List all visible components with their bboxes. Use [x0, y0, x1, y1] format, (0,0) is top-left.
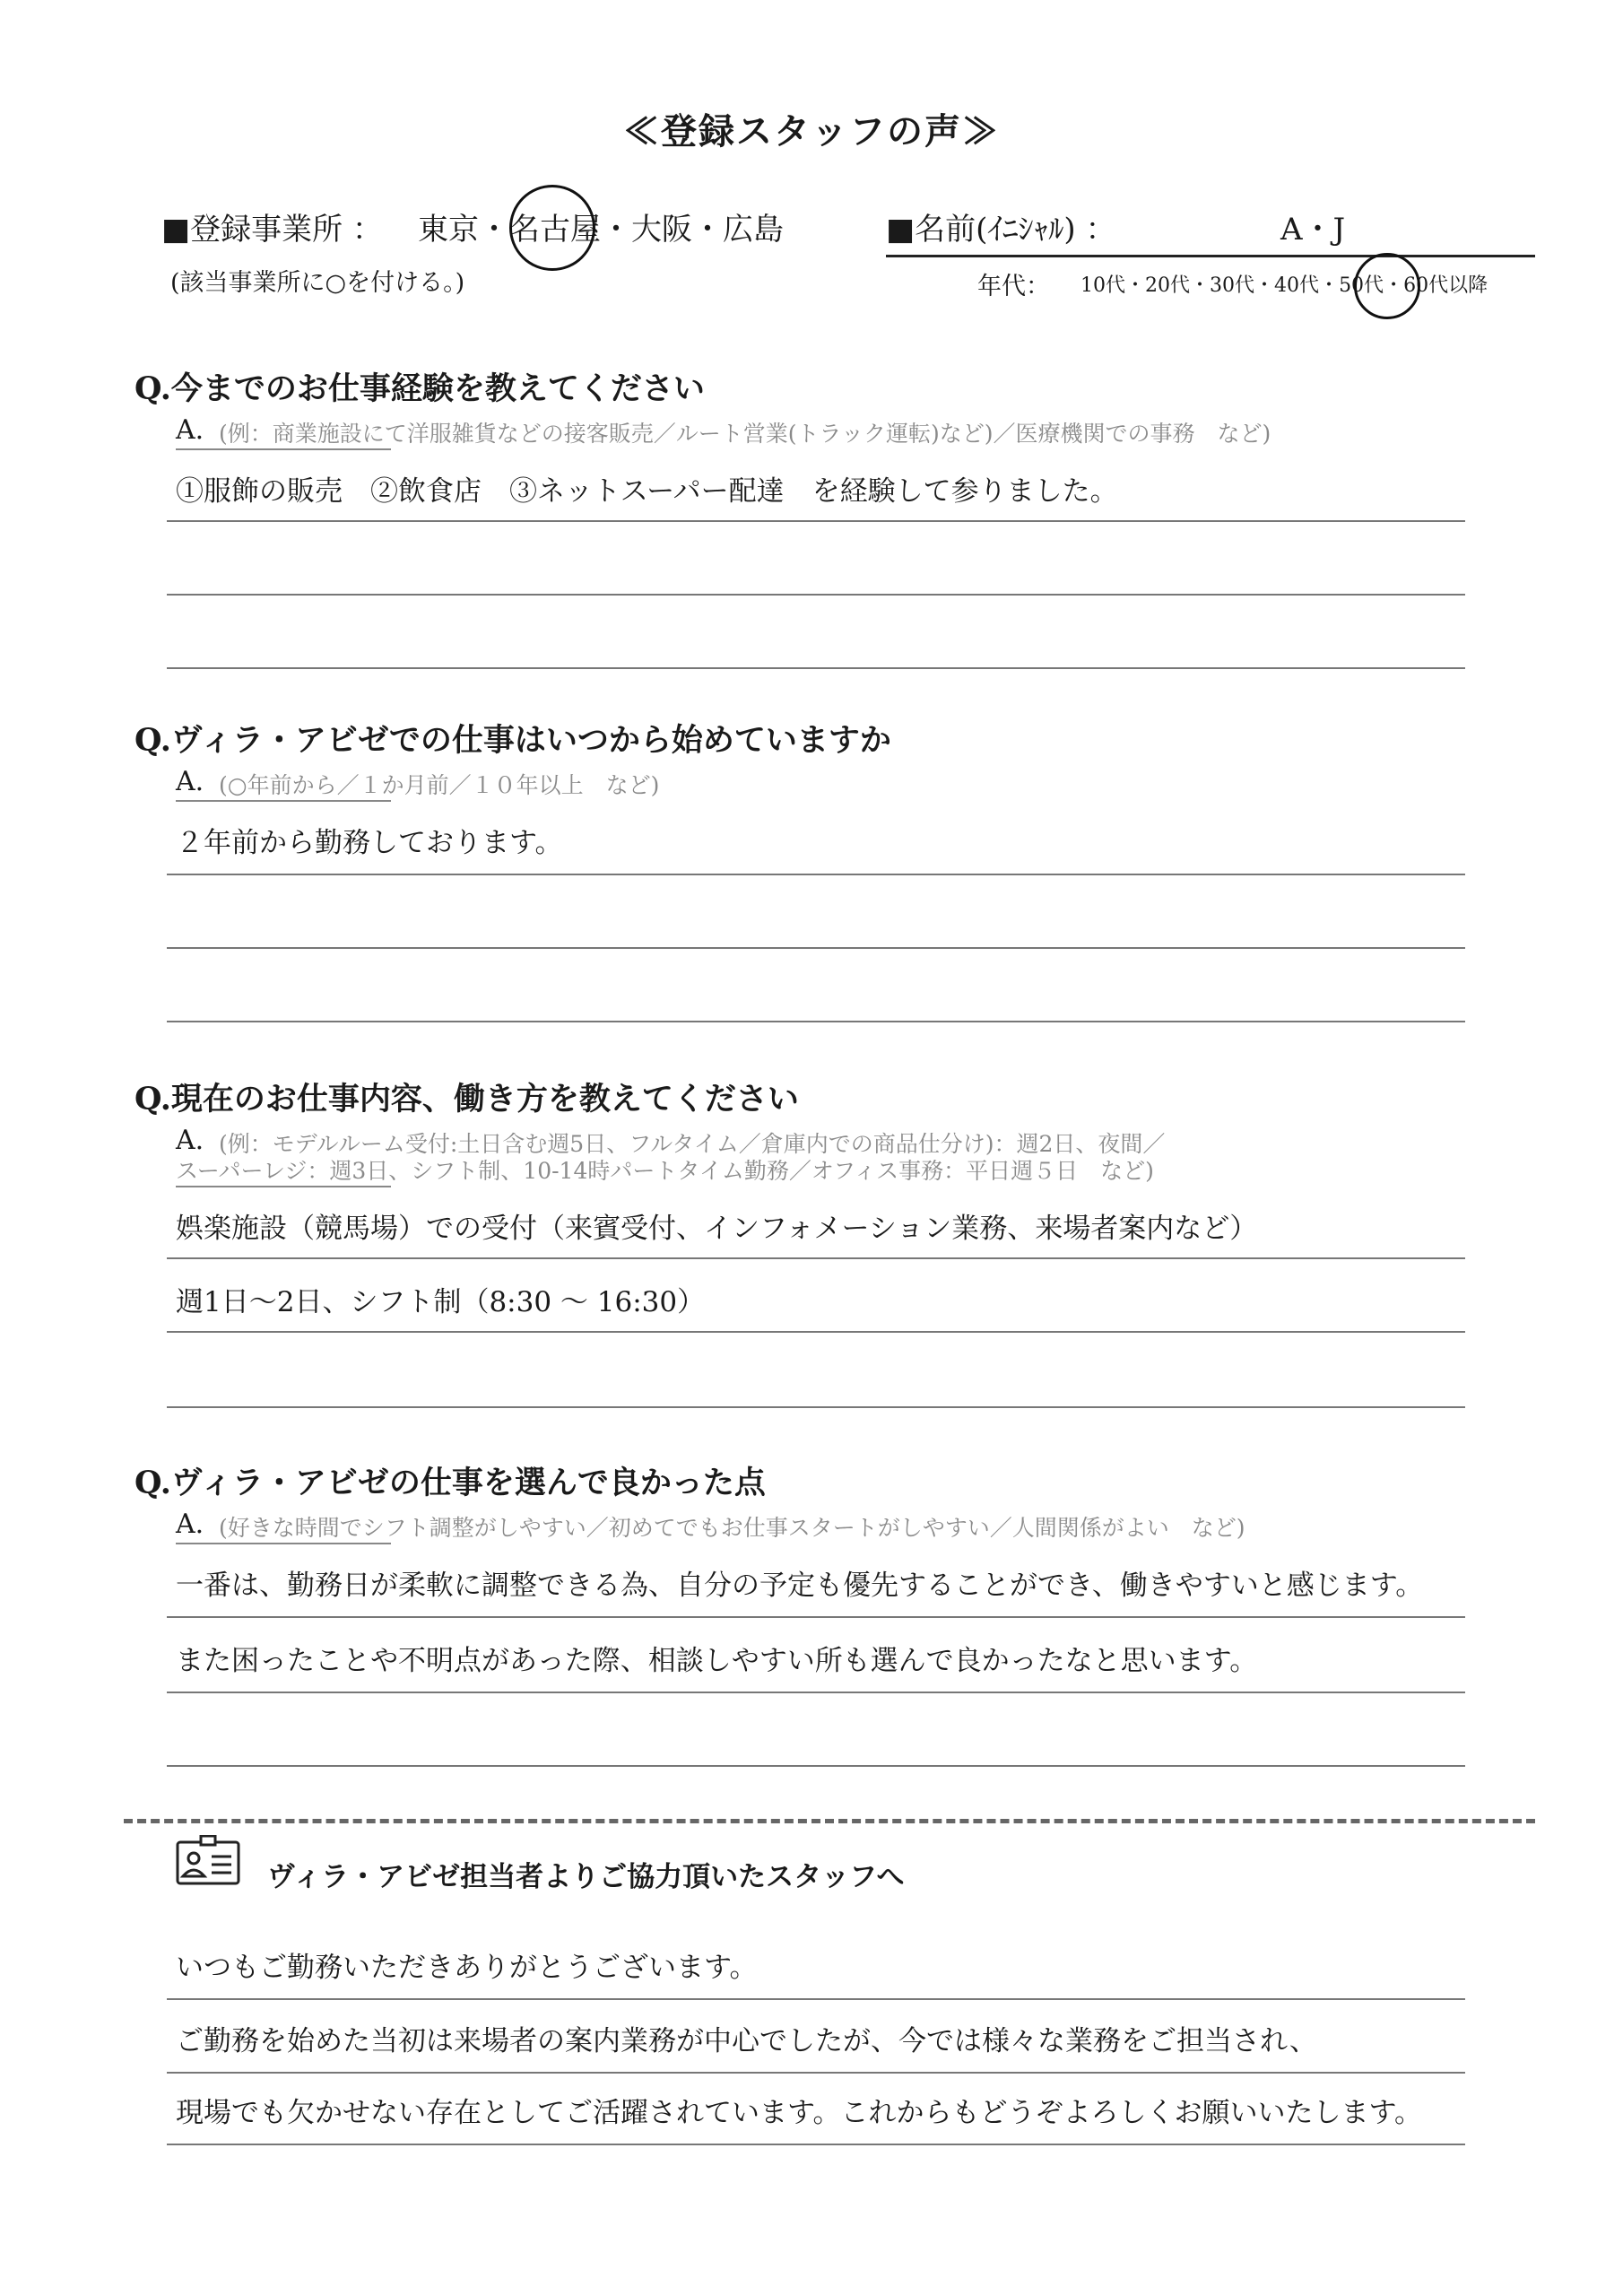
separator: ・ — [1190, 274, 1211, 297]
answer-rule — [167, 1616, 1465, 1618]
office-option-hiroshima[interactable]: 広島 — [723, 212, 784, 248]
office-label: ■登録事業所 ： — [161, 212, 383, 248]
question-1-title: Q.今までのお仕事経験を教えてください — [135, 370, 705, 407]
age-option-40s[interactable]: 40代 — [1274, 274, 1320, 297]
answer-1-label: A. — [176, 414, 204, 446]
age-option-60s-plus[interactable]: 60代以降 — [1403, 274, 1488, 297]
question-3-title: Q.現在のお仕事内容、働き方を教えてください — [135, 1081, 799, 1118]
selected-age-circle — [1354, 253, 1420, 319]
message-rule — [167, 1998, 1465, 2000]
message-rule — [167, 2144, 1465, 2145]
answer-rule — [167, 594, 1465, 596]
answer-rule — [167, 520, 1465, 522]
age-options — [1081, 270, 1488, 298]
answer-rule — [167, 1257, 1465, 1259]
separator: ・ — [1125, 274, 1146, 297]
age-option-10s[interactable]: 10代 — [1081, 274, 1125, 297]
selected-office-circle — [509, 185, 595, 271]
question-3-answer-1[interactable]: 娯楽施設（競馬場）での受付（来賓受付、インフォメーション業務、来場者案内など） — [176, 1213, 1258, 1245]
name-label: ■名前(ｲﾆｼｬﾙ) ： — [886, 212, 1116, 248]
office-options — [418, 204, 784, 248]
message-line-3: 現場でも欠かせない存在としてご活躍されています。これからもどうぞよろしくお願いいたします。 — [176, 2097, 1423, 2129]
message-line-2: ご勤務を始めた当初は来場者の案内業務が中心でしたが、今では様々な業務をご担当され、 — [176, 2025, 1317, 2057]
answer-rule — [167, 1331, 1465, 1333]
question-1-answer-1[interactable]: ①服飾の販売 ②飲食店 ③ネットスーパー配達 を経験して参りました。 — [176, 475, 1118, 508]
question-2-hint: (○年前から／１か月前／１０年以上 など) — [219, 772, 660, 798]
message-rule — [167, 2072, 1465, 2074]
question-4-title: Q.ヴィラ・アビゼの仕事を選んで良かった点 — [135, 1465, 766, 1501]
answer-4-label: A. — [176, 1509, 204, 1540]
question-3-hint: (例：モデルルーム受付:土日含む週5日、フルタイム／倉庫内での商品仕分け)：週2日、夜間／ — [219, 1131, 1166, 1157]
answer-label-underline — [176, 800, 391, 802]
separator: ・ — [1384, 274, 1404, 297]
answer-rule — [167, 947, 1465, 949]
answer-label-underline — [176, 448, 391, 450]
separator: ・ — [601, 212, 631, 248]
office-note: (該当事業所に○を付ける。) — [170, 269, 465, 297]
answer-rule — [167, 1406, 1465, 1408]
question-2-answer-1[interactable]: ２年前から勤務しております。 — [176, 827, 563, 859]
age-option-50s[interactable]: 50代 — [1339, 274, 1384, 297]
separator: ・ — [692, 212, 723, 248]
answer-3-label: A. — [176, 1125, 204, 1156]
name-underline — [886, 255, 1535, 257]
office-option-tokyo[interactable]: 東京 — [418, 212, 479, 248]
answer-2-label: A. — [176, 766, 204, 797]
separator: ・ — [1319, 274, 1340, 297]
question-4-answer-2[interactable]: また困ったことや不明点があった際、相談しやすい所も選んで良かったなと思います。 — [176, 1645, 1258, 1677]
question-3-hint-line-2: スーパーレジ：週3日、シフト制、10-14時パートタイム勤務／オフィス事務：平日週５日 など) — [176, 1158, 1154, 1184]
answer-rule — [167, 667, 1465, 669]
page-title: ≪登録スタッフの声≫ — [623, 110, 1000, 152]
age-option-20s[interactable]: 20代 — [1145, 274, 1191, 297]
answer-rule — [167, 874, 1465, 875]
message-line-1: いつもご勤務いただきありがとうございます。 — [176, 1952, 758, 1984]
answer-rule — [167, 1765, 1465, 1767]
age-label: 年代： — [977, 273, 1050, 300]
question-1-hint: (例：商業施設にて洋服雑貨などの接客販売／ルート営業(トラック運転)など)／医療機関での事務 など) — [219, 421, 1271, 447]
answer-rule — [167, 1692, 1465, 1693]
answer-label-underline — [176, 1186, 391, 1187]
message-title: ヴィラ・アビゼ担当者よりご協力頂いたスタッフへ — [267, 1861, 905, 1893]
id-card-icon — [176, 1835, 240, 1885]
office-option-osaka[interactable]: 大阪 — [631, 212, 692, 248]
separator: ・ — [479, 212, 509, 248]
section-divider — [124, 1819, 1535, 1823]
question-2-title: Q.ヴィラ・アビゼでの仕事はいつから始めていますか — [135, 722, 891, 759]
separator: ・ — [1254, 274, 1275, 297]
name-value[interactable]: A・J — [1280, 212, 1346, 248]
age-option-30s[interactable]: 30代 — [1210, 274, 1255, 297]
question-4-hint: (好きな時間でシフト調整がしやすい／初めてでもお仕事スタートがしやすい／人間関係がよい など) — [219, 1515, 1245, 1541]
office-option-nagoya[interactable]: 名古屋 — [509, 212, 601, 248]
question-3-answer-2[interactable]: 週1日〜2日、シフト制（8:30 〜 16:30） — [176, 1286, 706, 1318]
answer-rule — [167, 1021, 1465, 1022]
question-4-answer-1[interactable]: 一番は、勤務日が柔軟に調整できる為、自分の予定も優先することができ、働きやすいと感じます。 — [176, 1570, 1424, 1602]
answer-label-underline — [176, 1543, 391, 1544]
